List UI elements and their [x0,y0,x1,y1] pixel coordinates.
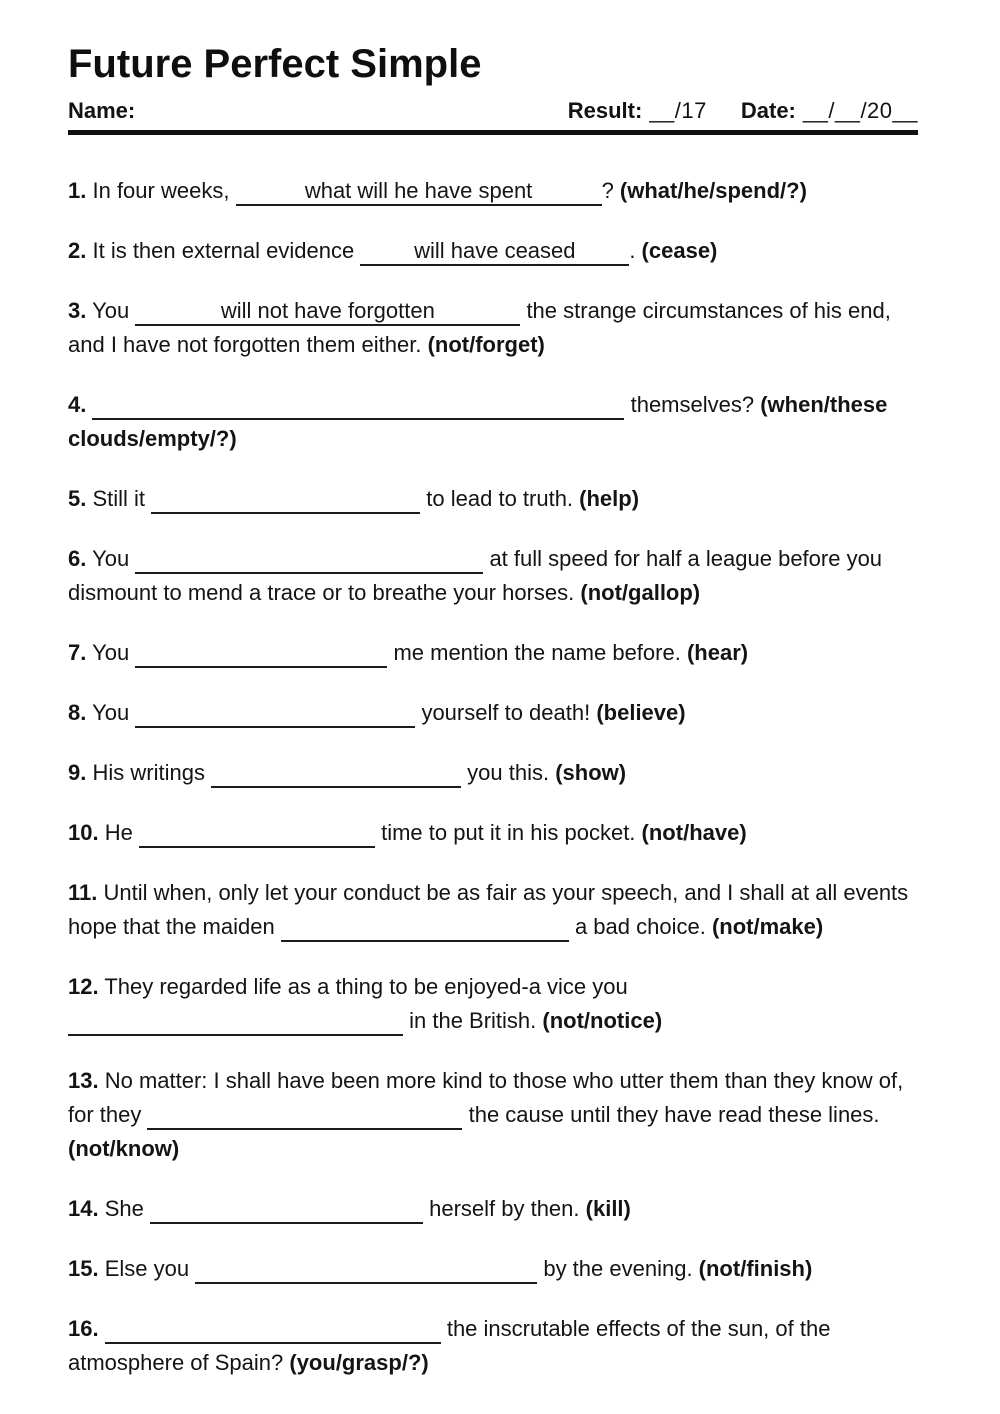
question-2 [68,234,918,268]
question-number: 9. [68,760,87,785]
verb-hint: (you/grasp/?) [289,1350,429,1375]
answer-text: what will he have spent [304,178,533,203]
question-text: a bad choice. [568,914,712,939]
answer-blank[interactable] [211,760,461,788]
question-number: 13. [68,1068,99,1093]
verb-hint: (when/these clouds/empty/?) [68,392,888,451]
verb-hint: (cease) [641,238,718,263]
answer-blank[interactable] [92,392,624,420]
question-number: 6. [68,546,87,571]
question-text: You [92,700,136,725]
question-text: They regarded life as a thing to be enjoyed-a vice you [104,974,628,999]
question-text: herself by then. [422,1196,586,1221]
question-number: 15. [68,1256,99,1281]
question-5 [68,482,918,516]
question-number: 1. [68,178,87,203]
question-10 [68,816,918,850]
answer-text [333,760,339,785]
answer-text [258,640,264,665]
question-text: the inscrutable effects of the sun, of the atmosphere of Spain? [68,1316,831,1375]
verb-hint: (not/finish) [698,1256,813,1281]
answer-text [232,1008,238,1033]
question-text: yourself to death! [415,700,597,725]
answer-blank[interactable] [281,914,569,942]
verb-hint: (hear) [686,640,749,665]
answer-blank[interactable] [151,486,420,514]
answer-blank[interactable] [195,1256,537,1284]
answer-blank[interactable] [150,1196,423,1224]
verb-hint: (not/make) [711,914,824,939]
answer-blank[interactable] [105,1316,441,1344]
verb-hint: (not/know) [68,1136,180,1161]
question-number: 14. [68,1196,99,1221]
question-text: Else you [104,1256,196,1281]
date-value[interactable]: __/__/20__ [802,98,918,123]
answer-text [283,1196,289,1221]
answer-text [355,392,361,417]
date-label: Date: [740,98,796,123]
question-4 [68,388,918,456]
question-text: You [92,640,136,665]
answer-blank[interactable] [236,178,602,206]
question-6 [68,542,918,610]
answer-text: will not have forgotten [220,298,435,323]
question-number: 2. [68,238,87,263]
question-text: It is then external evidence [92,238,361,263]
question-text: time to put it in his pocket. [374,820,642,845]
verb-hint: (help) [579,486,640,511]
verb-hint: (not/have) [641,820,747,845]
answer-text [306,546,312,571]
question-text: In four weeks, [92,178,236,203]
question-number: 5. [68,486,87,511]
verb-hint: (what/he/spend/?) [619,178,807,203]
question-text: the cause until they have read these lines. [462,1102,880,1127]
verb-hint: (not/gallop) [580,580,701,605]
question-number: 10. [68,820,99,845]
question-text: You [92,546,136,571]
question-number: 11. [68,880,98,905]
question-text: at full speed for half a league before you dismount to mend a trace or to breathe your horses. [68,546,883,605]
answer-text [283,486,289,511]
question-number: 16. [68,1316,99,1341]
answer-blank[interactable] [135,640,387,668]
question-8 [68,696,918,730]
question-number: 8. [68,700,87,725]
answer-text [422,914,428,939]
verb-hint: (not/notice) [542,1008,663,1033]
question-9 [68,756,918,790]
question-11 [68,876,918,944]
answer-text [254,820,260,845]
question-text: you this. [461,760,556,785]
answer-text [363,1256,369,1281]
answer-text: will have ceased [414,238,576,263]
question-7 [68,636,918,670]
answer-blank[interactable] [360,238,629,266]
verb-hint: (show) [555,760,627,785]
question-number: 3. [68,298,87,323]
verb-hint: (not/forget) [427,332,545,357]
question-text: by the evening. [537,1256,699,1281]
answer-text [272,700,278,725]
question-13 [68,1064,918,1166]
answer-blank[interactable] [135,546,483,574]
question-text: Until when, only let your conduct be as fair as your speech, and I shall at all events hope that the maiden [68,880,909,939]
verb-hint: (believe) [596,700,686,725]
question-text: Still it [92,486,152,511]
question-text: . [629,238,642,263]
question-1 [68,174,918,208]
answer-text [302,1102,308,1127]
answer-blank[interactable] [135,298,520,326]
question-text: the strange circumstances of his end, and I have not forgotten them either. [68,298,891,357]
header-row [68,98,918,135]
question-number: 7. [68,640,87,665]
questions-list [68,174,918,1380]
question-text: She [104,1196,150,1221]
question-text: themselves? [624,392,761,417]
answer-blank[interactable] [68,1008,403,1036]
question-12 [68,970,918,1038]
question-14 [68,1192,918,1226]
question-text: in the British. [403,1008,543,1033]
result-label: Result: [567,98,643,123]
question-text: ? [601,178,620,203]
answer-blank[interactable] [135,700,415,728]
question-number: 12. [68,974,99,999]
answer-text [270,1316,276,1341]
question-16 [68,1312,918,1380]
answer-blank[interactable] [147,1102,462,1130]
header-right [568,98,918,124]
question-text: No matter: I shall have been more kind to those who utter them than they know of, for they [68,1068,904,1127]
question-text: He [104,820,139,845]
question-text: me mention the name before. [387,640,687,665]
question-3 [68,294,918,362]
name-label: Name: [68,98,136,123]
verb-hint: (kill) [585,1196,631,1221]
question-text: His writings [92,760,212,785]
question-15 [68,1252,918,1286]
result-field [568,98,707,124]
result-value[interactable]: __/17 [649,98,707,123]
question-number: 4. [68,392,87,417]
date-field [741,98,918,124]
question-text: You [92,298,136,323]
question-text: to lead to truth. [420,486,580,511]
page-title: Future Perfect Simple [68,42,482,86]
answer-blank[interactable] [139,820,375,848]
